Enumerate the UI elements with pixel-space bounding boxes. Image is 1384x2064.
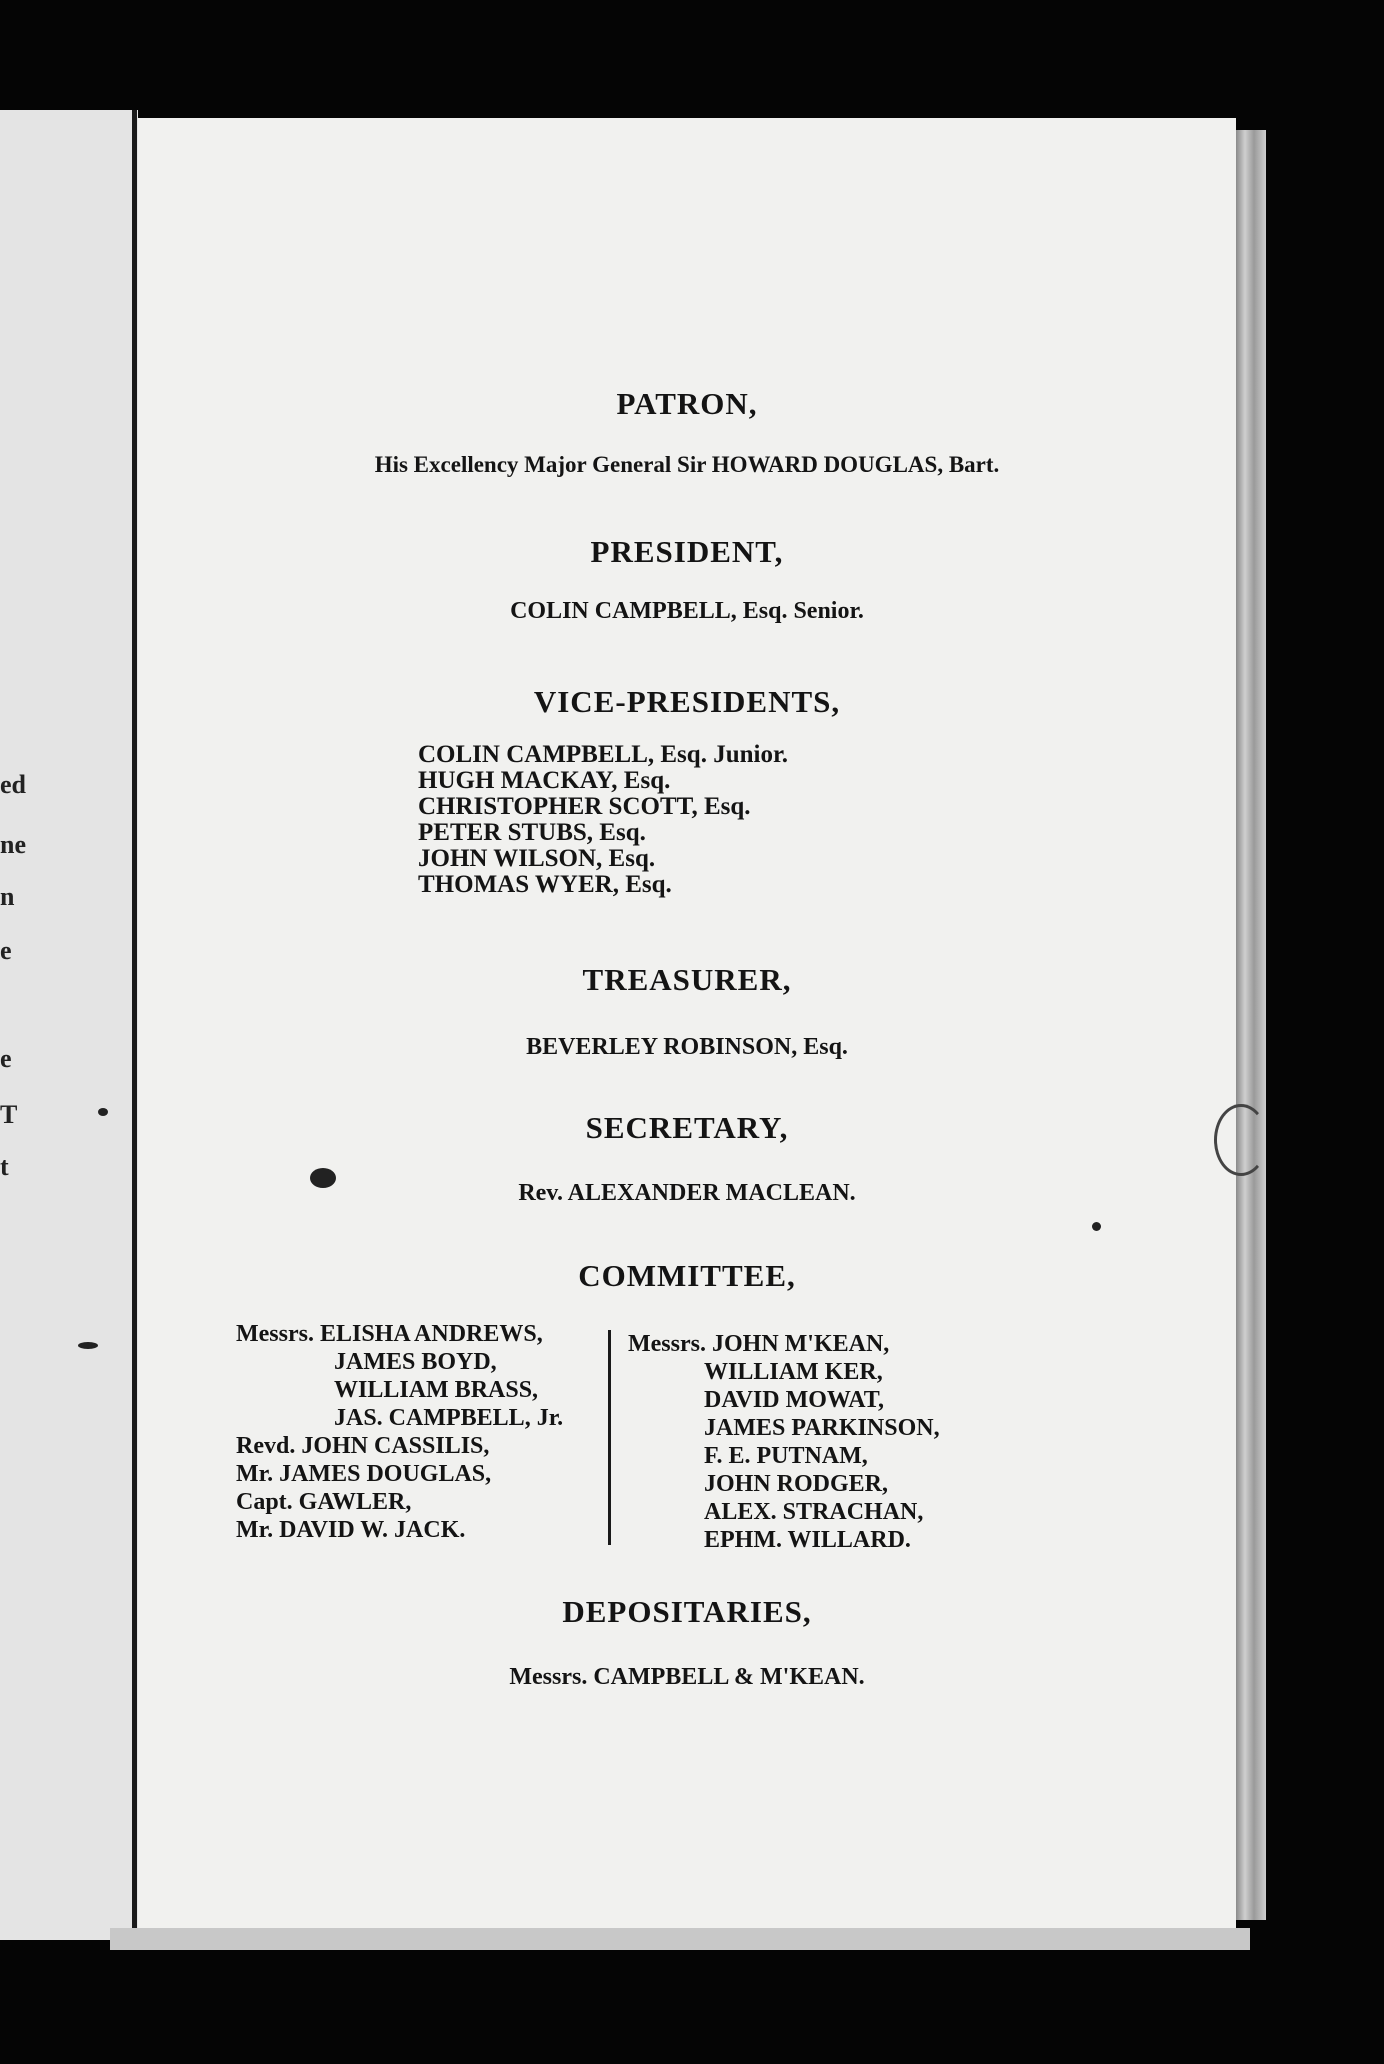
- treasurer-heading: TREASURER,: [582, 962, 792, 997]
- committee-right-column: [628, 1330, 940, 1554]
- list-item: ALEX. STRACHAN,: [704, 1499, 924, 1525]
- list-item: THOMAS WYER, Esq.: [418, 871, 672, 898]
- treasurer-name: BEVERLEY ROBINSON, Esq.: [526, 1034, 848, 1060]
- edge-letter: n: [0, 882, 15, 911]
- depositaries-heading: DEPOSITARIES,: [562, 1594, 812, 1629]
- margin-pencil-mark: [1214, 1104, 1268, 1176]
- secretary-heading: SECRETARY,: [585, 1110, 789, 1145]
- edge-letter: ed: [0, 770, 26, 799]
- committee-heading: COMMITTEE,: [578, 1258, 796, 1293]
- list-item: JAMES BOYD,: [334, 1349, 497, 1375]
- edge-letter: e: [0, 936, 12, 965]
- edge-letter: T: [0, 1100, 18, 1129]
- facing-page: [0, 110, 138, 1940]
- list-item: Capt. GAWLER,: [236, 1489, 412, 1515]
- ink-speck: [98, 1108, 108, 1116]
- depositaries-name: Messrs. CAMPBELL & M'KEAN.: [509, 1664, 865, 1690]
- ink-speck: [78, 1342, 98, 1349]
- list-item: HUGH MACKAY, Esq.: [418, 767, 671, 794]
- patron-heading: PATRON,: [616, 386, 758, 421]
- list-item: EPHM. WILLARD.: [704, 1527, 911, 1553]
- ink-speck: [1092, 1222, 1101, 1231]
- list-item: DAVID MOWAT,: [704, 1387, 885, 1413]
- list-item: WILLIAM KER,: [704, 1359, 883, 1385]
- committee-divider: [608, 1330, 611, 1545]
- president-name: COLIN CAMPBELL, Esq. Senior.: [510, 598, 864, 624]
- list-item: JOHN WILSON, Esq.: [418, 845, 656, 872]
- list-item: CHRISTOPHER SCOTT, Esq.: [418, 793, 751, 820]
- ink-blot: [310, 1168, 336, 1188]
- edge-letter: t: [0, 1152, 9, 1181]
- page-content: [138, 0, 1236, 2064]
- page-edges: [1236, 130, 1266, 1920]
- list-item: JAMES PARKINSON,: [704, 1415, 940, 1441]
- list-item: PETER STUBS, Esq.: [418, 819, 646, 846]
- facing-page-edge-text: [0, 110, 26, 1940]
- edge-letter: ne: [0, 830, 26, 859]
- list-item: Mr. JAMES DOUGLAS,: [236, 1461, 492, 1487]
- president-heading: PRESIDENT,: [590, 534, 784, 569]
- list-item: JOHN RODGER,: [704, 1471, 889, 1497]
- list-item: Messrs. JOHN M'KEAN,: [628, 1331, 890, 1357]
- list-item: Revd. JOHN CASSILIS,: [236, 1433, 490, 1459]
- vice-presidents-heading: VICE-PRESIDENTS,: [533, 684, 841, 719]
- list-item: Mr. DAVID W. JACK.: [236, 1517, 466, 1543]
- book-gutter: [132, 110, 137, 1945]
- committee-left-column: [236, 1320, 563, 1544]
- list-item: COLIN CAMPBELL, Esq. Junior.: [418, 741, 788, 768]
- edge-letter: e: [0, 1044, 12, 1073]
- list-item: Messrs. ELISHA ANDREWS,: [236, 1321, 543, 1347]
- list-item: JAS. CAMPBELL, Jr.: [334, 1405, 564, 1431]
- secretary-name: Rev. ALEXANDER MACLEAN.: [518, 1180, 856, 1206]
- list-item: WILLIAM BRASS,: [334, 1377, 539, 1403]
- list-item: F. E. PUTNAM,: [704, 1443, 868, 1469]
- patron-name: His Excellency Major General Sir HOWARD DOUGLAS, Bart.: [374, 452, 1000, 477]
- vice-presidents-list: [418, 742, 788, 898]
